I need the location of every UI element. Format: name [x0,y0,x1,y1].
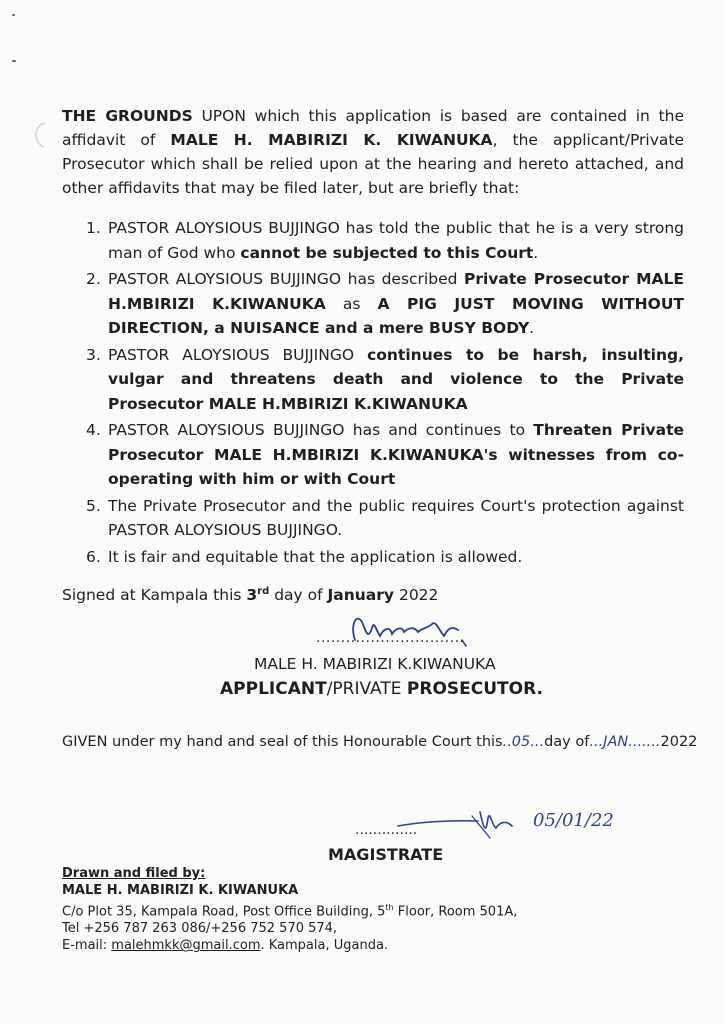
drawn-name: MALE H. MABIRIZI K. KIWANUKA [62,883,299,898]
signed-text: Signed at Kampala this [62,586,247,605]
given-day-fill: ..05... [502,734,545,750]
email-prefix: E-mail: [62,938,112,954]
item-emphasis: cannot be subjected to this Court [240,243,534,262]
given-year: 2022 [660,734,698,750]
item-text: as [325,294,378,313]
given-text: GIVEN under my hand and seal of this Honourable Court this [62,734,503,750]
item-emphasis: Threaten Private Prosecutor MALE H.MBIRIZI K.KIWANUKA's witnesses from co-operating with him or with Court [108,421,684,488]
list-number: 6. [86,547,101,566]
item-emphasis: Private Prosecutor MALE H.MBIRIZI K.KIWANUKA [108,270,684,313]
item-text: . [529,319,535,337]
signed-text: day of [269,586,328,605]
item-text: PASTOR ALOYSIOUS BUJJINGO [108,345,368,364]
drawn-address [62,899,517,920]
signed-year: 2022 [394,586,439,605]
signed-month: January [327,586,395,605]
handwritten-date: 05/01/22 [533,810,614,831]
signature-line: .............................. [316,630,465,646]
title-part: PROSECUTOR. [406,679,543,699]
magistrate-signature-line: .............. [355,822,418,838]
address-text: Floor, Room 501A, [393,904,518,920]
list-number: 5. [86,496,101,515]
item-text: PASTOR ALOYSIOUS BUJJINGO has and continues to [108,421,534,439]
applicant-name-signature: MALE H. MABIRIZI K.KIWANUKA [254,655,496,673]
grounds-heading: THE GROUNDS [62,107,193,125]
grounds-text: UPON which this application is based are contained in the affidavit of [62,107,685,149]
address-text: C/o Plot 35, Kampala Road, Post Office Building, 5 [62,904,386,920]
item-text: . [533,243,539,262]
magistrate-label: MAGISTRATE [328,845,444,864]
drawn-email-line [62,937,517,954]
title-part: APPLICANT [220,679,327,699]
title-part: /PRIVATE [326,679,407,699]
drawn-heading: Drawn and filed by: [62,866,206,881]
item-text: PASTOR ALOYSIOUS BUJJINGO has told the public that he is a very strong man of God who [108,219,684,262]
drawn-filed-block [62,865,517,954]
drawn-tel: Tel +256 787 263 086/+256 752 570 574, [62,921,338,937]
list-number: 2. [86,270,101,288]
list-number: 3. [86,345,101,364]
email-link[interactable]: malehmkk@gmail.com [111,938,261,954]
signed-day: 3 [246,586,258,605]
list-number: 1. [86,219,101,237]
item-text: It is fair and equitable that the application is allowed. [108,547,523,566]
item-emphasis: continues to be harsh, insulting, vulgar and threatens death and violence to the Private Prosecutor MALE H.MBIRIZI K.KIWANUKA [108,345,684,413]
email-suffix: . Kampala, Uganda. [260,938,389,954]
list-number: 4. [86,421,101,439]
address-sup: th [385,903,394,912]
item-text: The Private Prosecutor and the public requires Court's protection against PASTOR ALOYSIOUS BUJJINGO. [108,496,684,539]
item-text: PASTOR ALOYSIOUS BUJJINGO has described [108,270,464,288]
signed-day-suffix: rd [257,586,270,597]
given-text: day of [544,734,590,750]
applicant-name: MALE H. MABIRIZI K. KIWANUKA [170,131,493,149]
given-month-fill: ...JAN....... [589,734,661,750]
item-emphasis: A PIG JUST MOVING WITHOUT DIRECTION, a NUISANCE and a mere BUSY BODY [108,294,684,337]
grounds-text: , the applicant/Private Prosecutor which shall be relied upon at the hearing and hereto attached, and other affidavits that may be filed later, but are briefly that: [62,131,684,197]
